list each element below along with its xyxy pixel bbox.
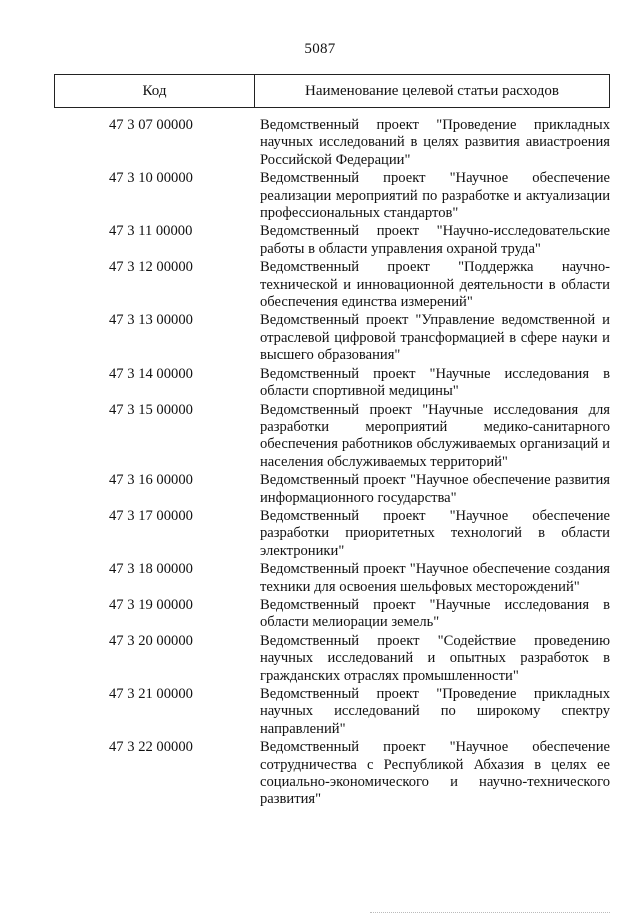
row-code: 47 3 16 00000 [109, 472, 193, 489]
row-name: Ведомственный проект "Научное обеспечение реализации мероприятий по разработке и актуализации профессиональных стандартов" [260, 170, 610, 222]
row-name: Ведомственный проект "Научное обеспечение развития информационного государства" [260, 472, 610, 506]
row-name: Ведомственный проект "Научное обеспечение сотрудничества с Республикой Абхазия в целях ее социально-экономического и научно-технического развития" [260, 739, 610, 808]
table-row [0, 686, 640, 738]
table-row [0, 223, 640, 258]
row-code: 47 3 20 00000 [109, 632, 193, 649]
row-code: 47 3 11 00000 [109, 223, 193, 240]
row-name: Ведомственный проект "Научные исследования в области спортивной медицины" [260, 365, 610, 400]
table-row [0, 597, 640, 632]
row-code: 47 3 19 00000 [109, 596, 193, 613]
row-name: Ведомственный проект "Научно-исследовательские работы в области управления охраной труда" [260, 223, 610, 257]
table-row [0, 170, 640, 222]
table-row [0, 472, 640, 507]
row-name: Ведомственный проект "Поддержка научно-технической и инновационной деятельности в области обеспечения единства измерений" [260, 259, 610, 311]
table-header [54, 74, 610, 108]
table-row [0, 739, 640, 809]
row-code: 47 3 10 00000 [109, 170, 193, 187]
column-header-code: Код [55, 75, 255, 107]
page-number: 5087 [304, 41, 336, 57]
row-code: 47 3 15 00000 [109, 401, 193, 418]
table-row [0, 633, 640, 685]
row-name: Ведомственный проект "Управление ведомственной и отраслевой цифровой трансформацией в сфере науки и высшего образования" [260, 312, 610, 364]
row-code: 47 3 18 00000 [109, 561, 193, 578]
table-row [0, 508, 640, 560]
row-code: 47 3 12 00000 [109, 259, 193, 276]
row-name: Ведомственный проект "Научные исследования для разработки мероприятий медико-санитарного обеспечения работников обслуживаемых организаций и населения обслуживаемых территорий" [260, 401, 610, 470]
row-name: Ведомственный проект "Проведение прикладных научных исследований в целях развития авиастроения Российской Федерации" [260, 117, 610, 168]
row-name: Ведомственный проект "Научные исследования в области мелиорации земель" [260, 596, 610, 631]
table-row [0, 366, 640, 401]
row-code: 47 3 17 00000 [109, 507, 193, 524]
row-code: 47 3 22 00000 [109, 739, 193, 756]
table-row [0, 259, 640, 311]
table-row [0, 312, 640, 364]
row-code: 47 3 07 00000 [109, 117, 193, 133]
table-row [0, 117, 640, 169]
row-code: 47 3 21 00000 [109, 686, 193, 702]
column-header-name: Наименование целевой статьи расходов [305, 82, 559, 99]
row-name: Ведомственный проект "Содействие проведению научных исследований и опытных разработок в гражданских отраслях промышленности" [260, 632, 610, 684]
row-code: 47 3 13 00000 [109, 312, 193, 329]
table-row [0, 561, 640, 596]
row-name: Ведомственный проект "Проведение прикладных научных исследований по широкому спектру направлений" [260, 686, 610, 737]
row-name: Ведомственный проект "Научное обеспечение разработки приоритетных технологий в области электроники" [260, 507, 610, 559]
row-name: Ведомственный проект "Научное обеспечение создания техники для освоения шельфовых месторождений" [260, 561, 610, 595]
table-body [0, 117, 640, 810]
table-row [0, 402, 640, 472]
row-code: 47 3 14 00000 [109, 365, 193, 382]
scan-edge-divider [370, 912, 610, 914]
